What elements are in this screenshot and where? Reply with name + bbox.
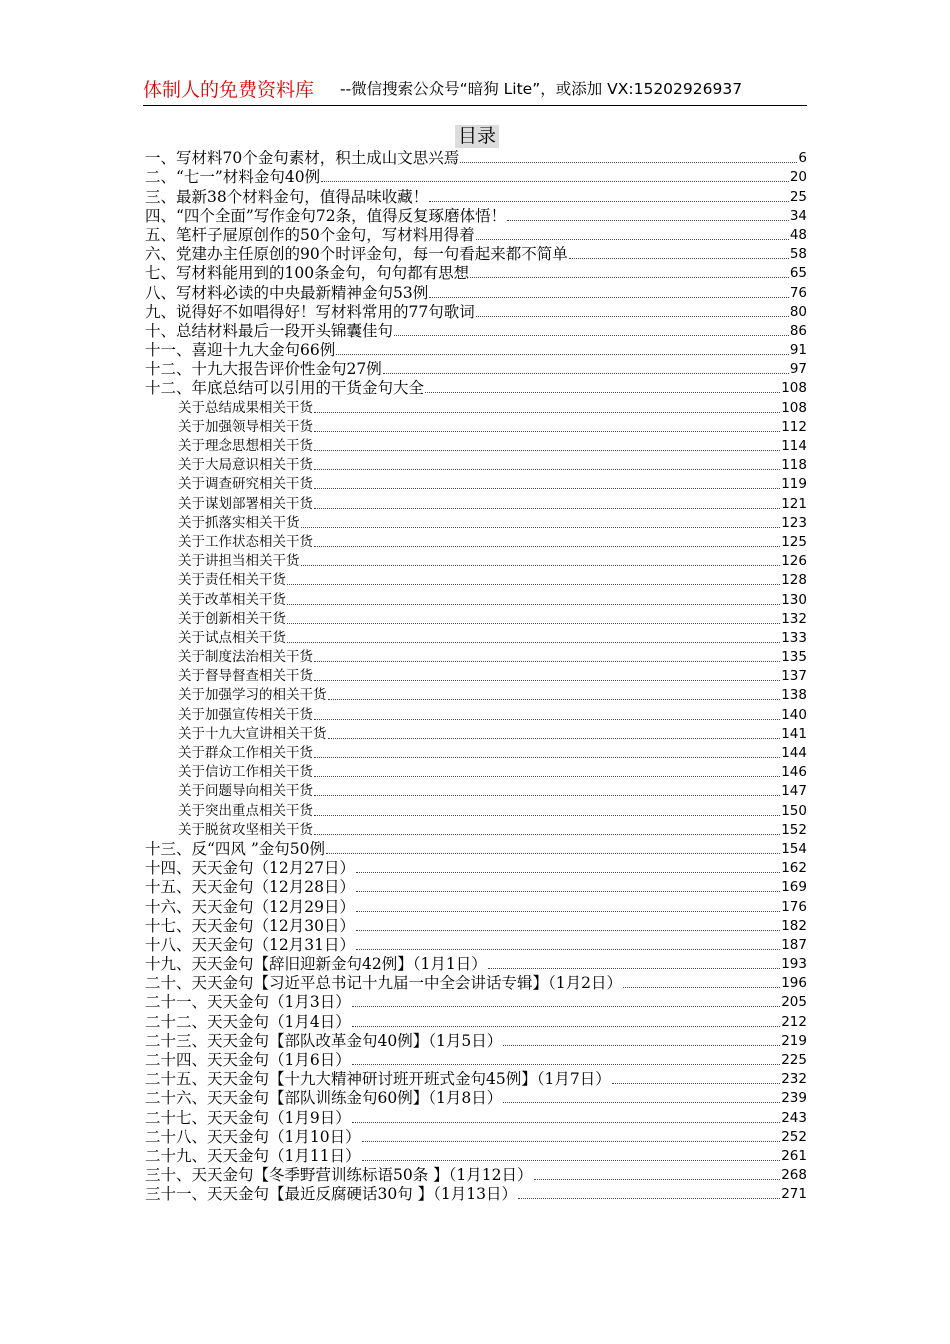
toc-entry-label: 关于加强领导相关干货 [178,418,313,435]
toc-subentry[interactable] [145,398,807,417]
dot-leader [429,297,789,298]
toc-entry[interactable] [145,187,807,206]
toc-entry[interactable] [145,993,807,1012]
toc-subentry[interactable] [145,514,807,533]
toc-entry[interactable] [145,360,807,379]
toc-entry[interactable] [145,1070,807,1089]
toc-subentry[interactable] [145,686,807,705]
toc-entry-label: 二十二、天天金句（1月4日） [145,1012,351,1031]
dot-leader [394,335,789,336]
toc-entry[interactable] [145,283,807,302]
toc-entry[interactable] [145,1051,807,1070]
toc-subentry[interactable] [145,648,807,667]
toc-entry-page: 34 [789,207,807,224]
toc-entry-page: 112 [781,418,807,435]
dot-leader [534,1179,781,1180]
toc-entry-label: 二十五、天天金句【十九大精神研讨班开班式金句45例】（1月7日） [145,1070,611,1089]
toc-entry-label: 六、党建办主任原创的90个时评金句，每一句看起来都不简单 [145,245,568,264]
toc-entry-label: 二十七、天天金句（1月9日） [145,1108,351,1127]
toc-entry-label: 四、“四个全面”写作金句72条，值得反复琢磨体悟！ [145,206,507,225]
toc-entry-label: 十四、天天金句（12月27日） [145,859,355,878]
toc-entry-label: 二十三、天天金句【部队改革金句40例】（1月5日） [145,1031,503,1050]
dot-leader [356,949,780,950]
toc-entry-page: 150 [781,802,807,819]
toc-entry-page: 58 [789,246,807,263]
toc-subentry[interactable] [145,705,807,724]
toc-entry[interactable] [145,974,807,993]
dot-leader [503,1102,780,1103]
toc-entry-page: 169 [781,879,807,896]
toc-subentry[interactable] [145,763,807,782]
brand-title: 体制人的免费资料库 [143,79,315,101]
toc-entry-label: 三、最新38个材料金句，值得品味收藏！ [145,187,429,206]
dot-leader [503,1045,780,1046]
dot-leader [362,1141,781,1142]
toc-entry-label: 十五、天天金句（12月28日） [145,878,355,897]
dot-leader [356,930,780,931]
toc-entry-page: 212 [781,1013,807,1030]
toc-entry-label: 关于改革相关干货 [178,591,286,608]
toc-entry[interactable] [145,859,807,878]
dot-leader [314,661,780,662]
toc-entry-page: 76 [789,284,807,301]
dot-leader [623,987,780,988]
toc-entry-page: 118 [781,457,807,474]
dot-leader [352,1064,780,1065]
toc-entry-label: 十三、反“四风 ”金句50例 [145,839,325,858]
toc-subentry[interactable] [145,629,807,648]
toc-entry-page: 152 [781,821,807,838]
toc-entry-label: 二十一、天天金句（1月3日） [145,993,351,1012]
dot-leader [356,872,780,873]
dot-leader [362,1160,781,1161]
toc-entry-label: 关于调查研究相关干货 [178,476,313,493]
toc-entry-label: 十二、年底总结可以引用的干货金句大全 [145,379,425,398]
dot-leader [314,834,780,835]
toc-entry-page: 162 [781,860,807,877]
toc-entry-label: 二十九、天天金句（1月11日） [145,1146,361,1165]
toc-entry[interactable] [145,840,807,859]
toc-subentry[interactable] [145,418,807,437]
toc-entry-label: 二十四、天天金句（1月6日） [145,1051,351,1069]
dot-leader [476,316,789,317]
toc-entry[interactable] [145,1166,807,1185]
toc-title: 目录 [455,125,499,148]
toc-entry[interactable] [145,1147,807,1166]
toc-entry-page: 268 [781,1167,807,1184]
toc-entry-page: 20 [789,169,807,186]
dot-leader [314,776,780,777]
dot-leader [301,527,781,528]
toc-entry-label: 十九、天天金句【辞旧迎新金句42例】（1月1日） [145,955,487,974]
toc-subentry[interactable] [145,667,807,686]
dot-leader [476,239,789,240]
toc-entry-label: 关于督导督查相关干货 [178,668,313,685]
toc-entry-page: 146 [781,764,807,781]
dot-leader [314,450,780,451]
toc-entry-page: 261 [781,1147,807,1164]
toc-subentry[interactable] [145,725,807,744]
toc-entry-label: 十一、喜迎十九大金句66例 [145,341,336,360]
toc-entry-label: 关于工作状态相关干货 [178,533,313,550]
toc-entry[interactable] [145,936,807,955]
toc-entry-page: 147 [781,783,807,800]
toc-subentry[interactable] [145,552,807,571]
toc-entry-label: 五、笔杆子屉原创作的50个金句，写材料用得着 [145,225,475,244]
toc-entry-page: 144 [781,745,807,761]
toc-subentry[interactable] [145,801,807,820]
toc-entry-page: 252 [781,1128,807,1145]
dot-leader [314,680,780,681]
toc-entry[interactable] [145,303,807,322]
toc-subentry[interactable] [145,533,807,552]
toc-entry-page: 130 [781,591,807,608]
toc-entry-page: 121 [781,495,807,512]
toc-subentry[interactable] [145,494,807,513]
toc-entry[interactable] [145,1128,807,1147]
toc-entry-page: 65 [789,265,807,282]
toc-entry-page: 123 [781,514,807,531]
header-subtitle: --微信搜索公众号“暗狗 Lite”，或添加 VX:15202926937 [340,80,743,98]
dot-leader [314,757,780,758]
dot-leader [383,373,789,374]
toc-entry-label: 关于责任相关干货 [178,572,286,589]
dot-leader [429,201,789,202]
toc-entry-label: 关于试点相关干货 [178,629,286,646]
dot-leader [314,412,780,413]
toc-entry-page: 154 [781,840,807,857]
toc-entry[interactable] [145,955,807,974]
toc-entry-label: 关于脱贫攻坚相关干货 [178,821,313,838]
toc-entry-label: 三十一、天天金句【最近反腐硬话30句 】（1月13日） [145,1185,517,1204]
toc-entry-label: 关于突出重点相关干货 [178,802,313,819]
toc-entry-label: 关于加强宣传相关干货 [178,706,313,723]
toc-entry-page: 132 [781,610,807,627]
dot-leader [356,891,780,892]
toc-entry-label: 二十、天天金句【习近平总书记十九届一中全会讲话专辑】（1月2日） [145,974,622,993]
toc-subentry[interactable] [145,821,807,840]
toc-entry-label: 关于问题导向相关干货 [178,783,313,800]
toc-subentry[interactable] [145,571,807,590]
toc-entry-label: 一、写材料70个金句素材，积土成山文思兴焉 [145,149,460,168]
toc-entry[interactable] [145,264,807,283]
toc-entry[interactable] [145,245,807,264]
toc-entry-label: 八、写材料必读的中央最新精神金句53例 [145,283,429,302]
toc-entry-label: 关于群众工作相关干货 [178,745,313,761]
toc-entry-page: 114 [781,438,807,454]
toc-entry-page: 126 [781,553,807,570]
toc-subentry[interactable] [145,456,807,475]
toc-entry-page: 108 [781,380,807,397]
toc-entry-page: 91 [789,342,807,359]
toc-entry-label: 三十、天天金句【冬季野营训练标语50条 】（1月12日） [145,1166,533,1185]
toc-entry-page: 187 [781,936,807,953]
dot-leader [321,181,789,182]
table-of-contents [145,149,807,1204]
page-header [143,71,807,106]
dot-leader [612,1083,781,1084]
toc-entry-page: 119 [781,476,807,493]
dot-leader [507,220,789,221]
dot-leader [314,431,780,432]
toc-entry-page: 141 [781,725,807,742]
toc-entry-page: 196 [781,975,807,992]
toc-entry-label: 关于创新相关干货 [178,610,286,627]
toc-entry-page: 140 [781,706,807,723]
dot-leader [518,1198,780,1199]
toc-subentry[interactable] [145,782,807,801]
dot-leader [314,719,780,720]
dot-leader [352,1122,780,1123]
toc-entry-label: 关于总结成果相关干货 [178,399,313,416]
toc-subentry[interactable] [145,590,807,609]
toc-entry[interactable] [145,379,807,398]
toc-entry-label: 十二、十九大报告评价性金句27例 [145,360,382,379]
toc-entry[interactable] [145,1012,807,1031]
dot-leader [287,584,780,585]
toc-subentry[interactable] [145,610,807,629]
dot-leader [314,469,780,470]
dot-leader [314,546,780,547]
toc-entry[interactable] [145,1089,807,1108]
toc-entry-label: 关于加强学习的相关干货 [178,687,327,704]
toc-entry-page: 225 [781,1052,807,1068]
toc-entry-page: 138 [781,687,807,704]
toc-entry-page: 271 [781,1186,807,1203]
toc-entry[interactable] [145,168,807,187]
dot-leader [470,277,789,278]
dot-leader [314,795,780,796]
dot-leader [352,1026,780,1027]
dot-leader [287,604,780,605]
toc-entry-label: 关于大局意识相关干货 [178,457,313,474]
toc-entry[interactable] [145,1108,807,1127]
toc-subentry[interactable] [145,744,807,763]
dot-leader [356,911,780,912]
toc-entry-label: 关于制度法治相关干货 [178,649,313,666]
toc-entry-label: 九、说得好不如唱得好！写材料常用的77句歌词 [145,302,475,321]
toc-entry-page: 137 [781,668,807,685]
dot-leader [328,699,781,700]
toc-entry-label: 关于十九大宣讲相关干货 [178,725,327,742]
toc-entry-label: 二十六、天天金句【部队训练金句60例】（1月8日） [145,1089,503,1108]
toc-entry-label: 七、写材料能用到的100条金句，句句都有思想 [145,264,470,283]
toc-entry-page: 25 [789,188,807,205]
dot-leader [425,392,780,393]
toc-entry-page: 232 [781,1071,807,1088]
dot-leader [314,488,780,489]
toc-entry-page: 176 [781,898,807,915]
toc-entry-page: 86 [789,322,807,339]
dot-leader [287,623,780,624]
toc-entry-page: 243 [781,1109,807,1126]
toc-entry-label: 关于谋划部署相关干货 [178,495,313,512]
toc-entry-page: 48 [789,226,807,243]
toc-entry-label: 二十八、天天金句（1月10日） [145,1127,361,1146]
toc-entry-page: 80 [789,303,807,320]
toc-entry-label: 十八、天天金句（12月31日） [145,935,355,954]
dot-leader [328,738,781,739]
toc-entry-page: 97 [789,361,807,378]
toc-entry[interactable] [145,322,807,341]
dot-leader [314,508,780,509]
toc-entry[interactable] [145,897,807,916]
toc-entry-label: 十、总结材料最后一段开头锦囊佳句 [145,321,394,340]
dot-leader [352,1006,780,1007]
toc-entry[interactable] [145,207,807,226]
toc-entry[interactable] [145,341,807,360]
toc-subentry[interactable] [145,475,807,494]
toc-entry[interactable] [145,917,807,936]
toc-entry-page: 133 [781,629,807,646]
toc-entry[interactable] [145,878,807,897]
dot-leader [326,853,780,854]
toc-entry-label: 关于抓落实相关干货 [178,514,300,531]
dot-leader [488,968,781,969]
toc-entry-page: 125 [781,533,807,550]
toc-entry-page: 135 [781,649,807,666]
toc-entry-page: 6 [798,150,807,167]
dot-leader [460,162,797,163]
toc-entry-label: 关于信访工作相关干货 [178,764,313,781]
toc-entry-page: 128 [781,572,807,589]
toc-entry-label: 二、“七一”材料金句40例 [145,168,321,187]
toc-entry-label: 十六、天天金句（12月29日） [145,897,355,916]
toc-entry[interactable] [145,226,807,245]
toc-entry[interactable] [145,149,807,168]
toc-entry-page: 182 [781,917,807,934]
toc-subentry[interactable] [145,437,807,456]
dot-leader [301,565,781,566]
toc-entry-page: 193 [781,956,807,973]
toc-entry-page: 205 [781,994,807,1011]
dot-leader [314,815,780,816]
dot-leader [336,354,789,355]
toc-entry[interactable] [145,1185,807,1204]
toc-entry-page: 108 [781,399,807,416]
toc-entry-label: 十七、天天金句（12月30日） [145,916,355,935]
dot-leader [287,642,780,643]
toc-entry[interactable] [145,1032,807,1051]
dot-leader [569,258,789,259]
toc-entry-page: 239 [781,1090,807,1107]
toc-entry-label: 关于理念思想相关干货 [178,438,313,454]
toc-entry-page: 219 [781,1032,807,1049]
toc-entry-label: 关于讲担当相关干货 [178,553,300,570]
